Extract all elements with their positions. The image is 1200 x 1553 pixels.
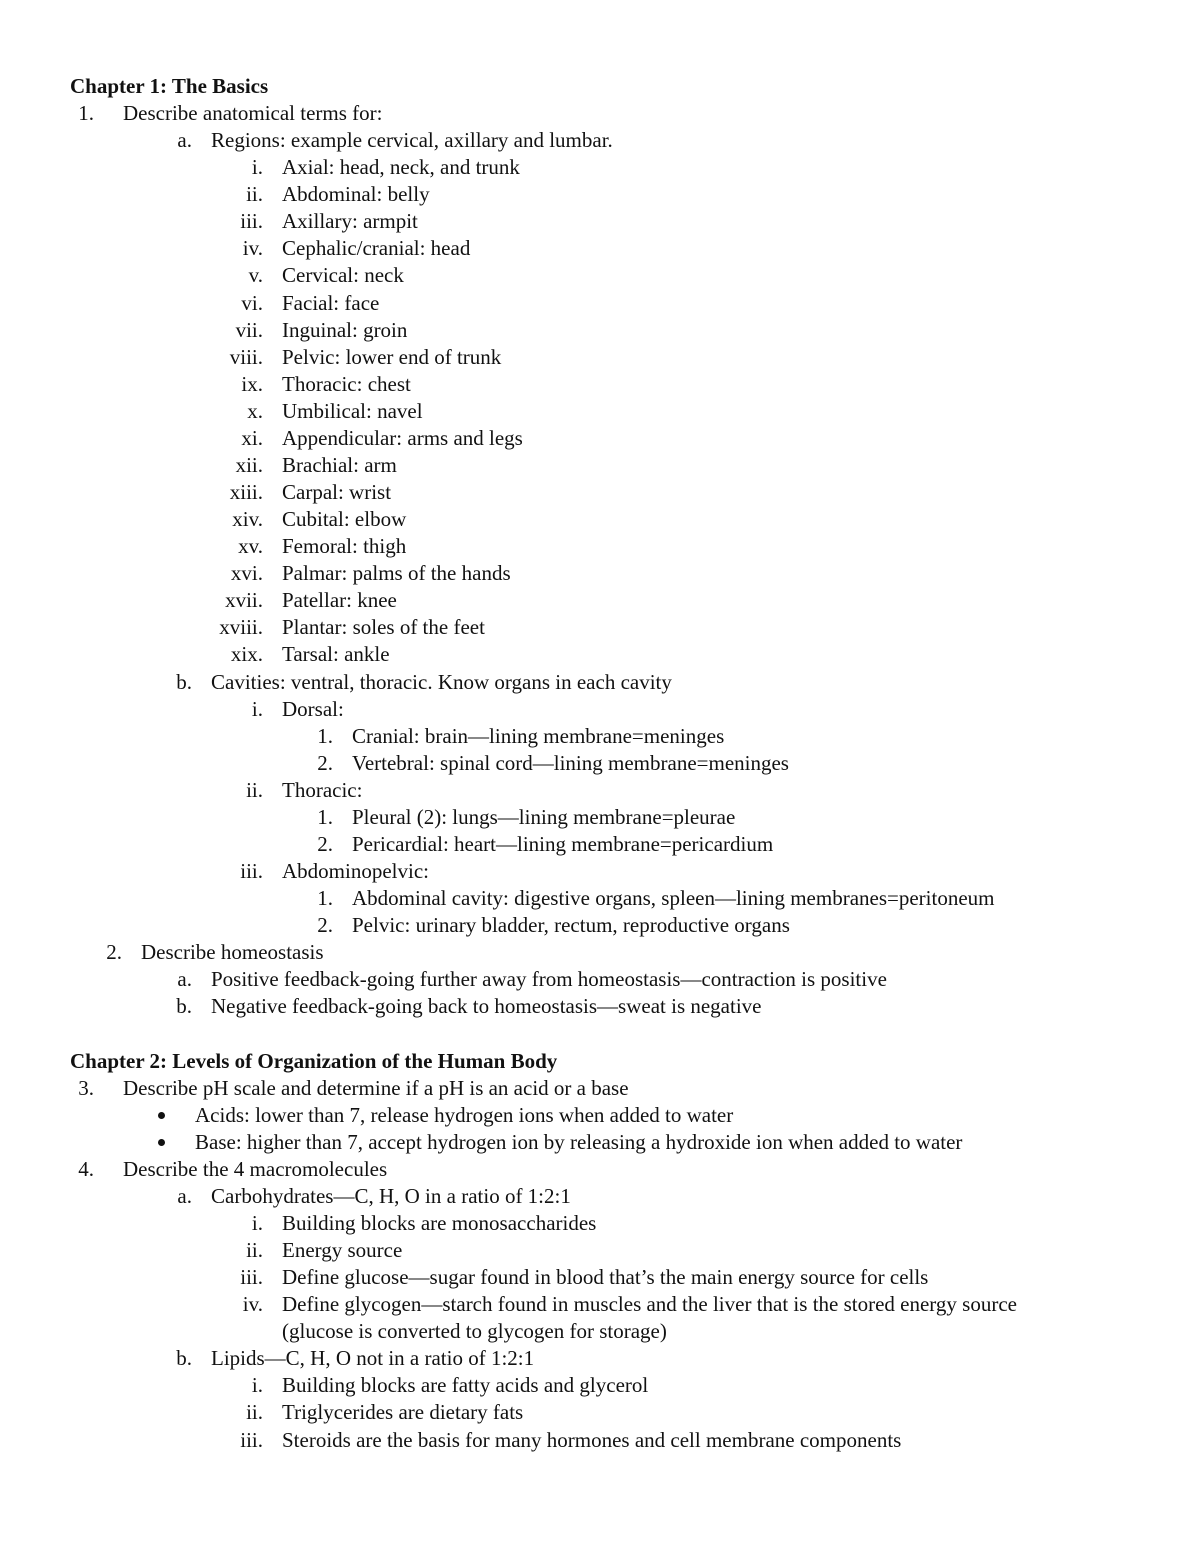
item-text: Steroids are the basis for many hormones and cell membrane components: [282, 1427, 902, 1452]
item-text: Building blocks are fatty acids and glycerol: [282, 1373, 649, 1398]
list-marker: ii.: [246, 1400, 263, 1425]
list-marker: xiv.: [232, 507, 263, 532]
list-marker: xi.: [241, 425, 263, 450]
list-marker: ii.: [246, 182, 263, 207]
item-text: Describe pH scale and determine if a pH is an acid or a base: [123, 1075, 629, 1100]
list-marker: xix.: [230, 642, 263, 667]
item-text: Vertebral: spinal cord—lining membrane=meninges: [352, 750, 789, 775]
item-text: Negative feedback-going back to homeostasis—sweat is negative: [211, 994, 762, 1019]
item-text: Brachial: arm: [282, 452, 397, 477]
item-text: Appendicular: arms and legs: [282, 425, 523, 450]
list-marker: xvii.: [225, 588, 263, 613]
item-text: Cervical: neck: [282, 263, 404, 288]
list-marker: 2.: [317, 913, 333, 938]
list-marker: xvi.: [230, 561, 263, 586]
list-marker: iii.: [240, 1427, 263, 1452]
item-text: Building blocks are monosaccharides: [282, 1210, 597, 1235]
list-marker: 2.: [106, 940, 122, 965]
item-text: Cranial: brain—lining membrane=meninges: [352, 723, 725, 748]
list-marker: 1.: [317, 886, 333, 911]
list-marker: iii.: [240, 209, 263, 234]
bullet-icon: [158, 1139, 165, 1146]
item-text: Pelvic: urinary bladder, rectum, reproductive organs: [352, 913, 790, 938]
list-marker: ii.: [246, 1238, 263, 1262]
list-marker: 3.: [78, 1075, 94, 1100]
list-marker: b.: [176, 994, 192, 1019]
item-text: (glucose is converted to glycogen for storage): [282, 1319, 667, 1344]
list-marker: iii.: [240, 1265, 263, 1290]
item-text: Describe homeostasis: [141, 940, 324, 965]
item-text: Axial: head, neck, and trunk: [282, 155, 520, 180]
item-text: Lipids—C, H, O not in a ratio of 1:2:1: [211, 1346, 535, 1371]
list-marker: a.: [177, 128, 192, 153]
item-text: Femoral: thigh: [282, 534, 407, 559]
item-text: Thoracic:: [282, 777, 363, 802]
item-text: Describe anatomical terms for:: [123, 101, 383, 126]
item-text: Patellar: knee: [282, 588, 397, 613]
item-text: Pericardial: heart—lining membrane=pericardium: [352, 831, 774, 856]
item-text: Thoracic: chest: [282, 371, 411, 396]
item-text: Abdominal cavity: digestive organs, spleen—lining membranes=peritoneum: [352, 886, 995, 911]
item-text: Energy source: [282, 1238, 403, 1262]
item-text: Cephalic/cranial: head: [282, 236, 471, 261]
list-marker: iv.: [242, 1292, 263, 1317]
list-marker: 1.: [317, 804, 333, 829]
item-text: Palmar: palms of the hands: [282, 561, 511, 586]
list-marker: a.: [177, 967, 192, 992]
item-text: Define glucose—sugar found in blood that’s the main energy source for cells: [282, 1265, 929, 1290]
item-text: Abdominal: belly: [282, 182, 430, 207]
item-text: Inguinal: groin: [282, 317, 408, 342]
item-text: Cavities: ventral, thoracic. Know organs in each cavity: [211, 669, 672, 694]
heading-text: Chapter 1: The Basics: [70, 74, 269, 98]
list-marker: x.: [247, 398, 263, 423]
list-marker: 1.: [317, 723, 333, 748]
item-text: Positive feedback-going further away from homeostasis—contraction is positive: [211, 967, 887, 992]
item-text: Umbilical: navel: [282, 398, 423, 423]
item-text: Axillary: armpit: [282, 209, 418, 234]
item-text: Define glycogen—starch found in muscles and the liver that is the stored energy source: [282, 1292, 1017, 1317]
item-text: Triglycerides are dietary fats: [282, 1400, 524, 1425]
item-text: Describe the 4 macromolecules: [123, 1156, 388, 1181]
list-marker: a.: [177, 1183, 192, 1208]
item-text: Cubital: elbow: [282, 507, 407, 532]
item-text: Regions: example cervical, axillary and lumbar.: [211, 128, 613, 153]
list-marker: viii.: [229, 344, 263, 369]
list-marker: iii.: [240, 859, 263, 884]
list-marker: iv.: [242, 236, 263, 261]
list-marker: xii.: [235, 452, 263, 477]
list-marker: i.: [251, 696, 263, 721]
list-marker: b.: [176, 1346, 192, 1371]
list-marker: 2.: [317, 750, 333, 775]
list-marker: xv.: [238, 534, 263, 559]
item-text: Carbohydrates—C, H, O in a ratio of 1:2:1: [211, 1183, 571, 1208]
list-marker: 1.: [78, 101, 94, 126]
list-marker: 4.: [78, 1156, 94, 1181]
item-text: Pelvic: lower end of trunk: [282, 344, 502, 369]
item-text: Dorsal:: [282, 696, 344, 721]
list-marker: 2.: [317, 831, 333, 856]
item-text: Carpal: wrist: [282, 480, 392, 505]
list-marker: v.: [248, 263, 263, 288]
item-text: Abdominopelvic:: [282, 859, 429, 884]
list-marker: xiii.: [229, 480, 263, 505]
list-marker: b.: [176, 669, 192, 694]
list-marker: ix.: [241, 371, 263, 396]
item-text: Acids: lower than 7, release hydrogen ions when added to water: [195, 1102, 734, 1127]
list-marker: vi.: [241, 290, 263, 315]
item-text: Pleural (2): lungs—lining membrane=pleurae: [352, 804, 736, 829]
item-text: Tarsal: ankle: [282, 642, 390, 667]
list-marker: xviii.: [219, 615, 263, 640]
heading-text: Chapter 2: Levels of Organization of the Human Body: [70, 1048, 558, 1073]
item-text: Plantar: soles of the feet: [282, 615, 485, 640]
item-text: Facial: face: [282, 290, 380, 315]
bullet-icon: [158, 1112, 165, 1119]
list-marker: ii.: [246, 777, 263, 802]
list-marker: i.: [251, 155, 263, 180]
list-marker: i.: [251, 1373, 263, 1398]
list-marker: i.: [251, 1210, 263, 1235]
item-text: Base: higher than 7, accept hydrogen ion by releasing a hydroxide ion when added to water: [195, 1129, 963, 1154]
list-marker: vii.: [235, 317, 263, 342]
